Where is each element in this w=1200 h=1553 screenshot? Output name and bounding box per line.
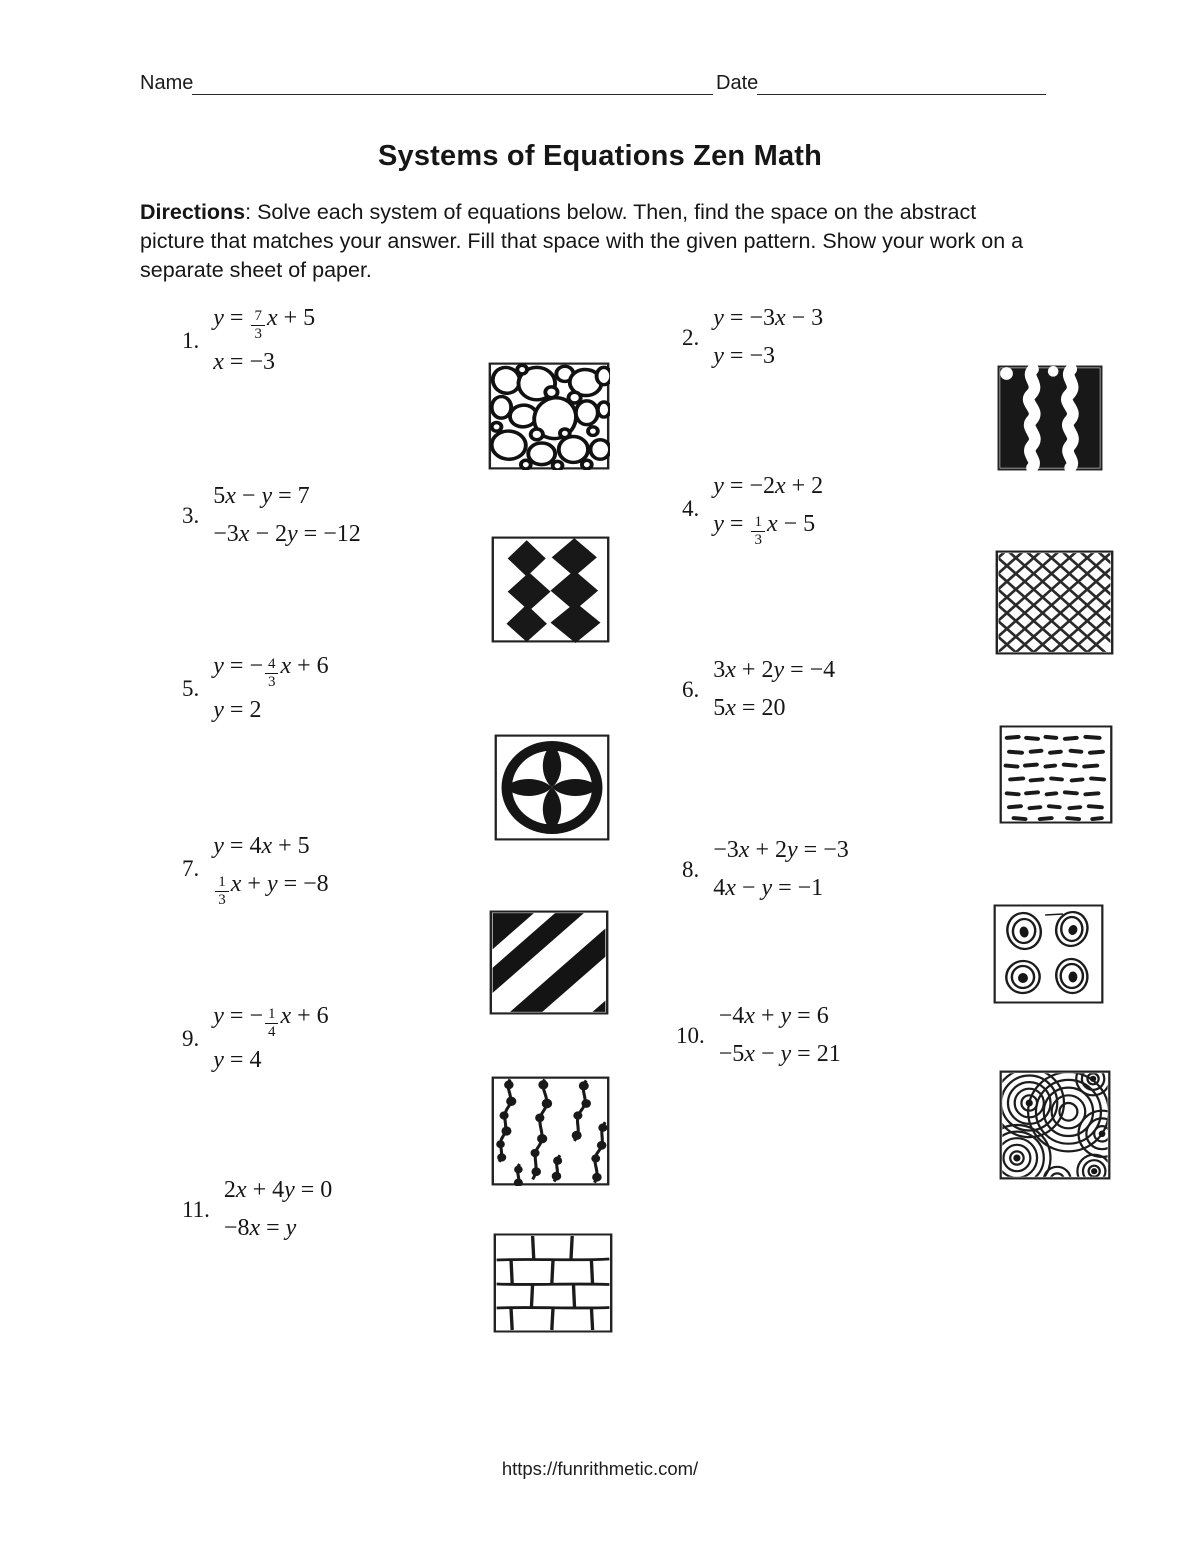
problem-4-equation-2: y = $\frac{1}{3}$ x − 5	[713, 510, 816, 548]
problem-4	[682, 468, 823, 550]
pattern-concentric-arcs-icon	[999, 1070, 1111, 1180]
problem-7-number: 7.	[182, 855, 200, 881]
problem-6-equation-1: 3x + 2y = −4	[713, 657, 836, 683]
date-blank-line	[757, 70, 1046, 95]
problem-11-number: 11.	[182, 1196, 210, 1222]
problem-8-equation-2: 4x − y = −1	[713, 874, 824, 901]
problem-1	[182, 300, 315, 382]
pattern-black-diamonds-icon	[491, 536, 610, 643]
problem-9-number: 9.	[182, 1025, 200, 1051]
name-label: Name	[140, 72, 194, 94]
problem-1-number: 1.	[182, 327, 200, 353]
name-blank-line	[192, 70, 713, 95]
pattern-bricks-icon	[493, 1233, 613, 1333]
problem-5-equation-2: y = 2	[213, 697, 262, 724]
problem-3-number: 3.	[182, 502, 200, 528]
problem-11	[182, 1172, 332, 1247]
problem-5-equation-1: y = − $\frac{4}{3}$ x + 6	[213, 653, 329, 691]
problem-8	[682, 832, 849, 907]
problem-2-number: 2.	[682, 324, 700, 350]
pattern-pebbles-icon	[488, 362, 610, 470]
problem-9-equation-2: y = 4	[213, 1047, 262, 1074]
problem-8-equation-1: −3x + 2y = −3	[713, 837, 849, 863]
pattern-spiral-eyes-icon	[993, 904, 1104, 1004]
pattern-diagonal-stripes-icon	[489, 910, 609, 1015]
problem-10-number: 10.	[676, 1022, 705, 1048]
pattern-crosshatch-icon	[995, 550, 1114, 655]
directions-paragraph	[140, 198, 1045, 284]
problem-2-equation-1: y = −3x − 3	[713, 305, 824, 331]
problem-1-equation-1: y = $\frac{7}{3}$ x + 5	[213, 305, 316, 343]
problem-3-equation-1: 5x − y = 7	[213, 483, 310, 509]
date-label: Date	[716, 72, 759, 94]
problem-5	[182, 648, 329, 730]
problem-3-equation-2: −3x − 2y = −12	[213, 520, 361, 547]
problem-3	[182, 478, 361, 553]
problem-10-equation-1: −4x + y = 6	[718, 1003, 829, 1029]
problem-2	[682, 300, 823, 375]
problem-1-equation-2: x = −3	[213, 349, 275, 376]
page-title: Systems of Equations Zen Math	[377, 140, 823, 172]
problem-11-equation-1: 2x + 4y = 0	[223, 1177, 333, 1203]
problem-11-equation-2: −8x = y	[223, 1214, 297, 1241]
footer-url: https://funrithmetic.com/	[501, 1458, 699, 1479]
directions-label: Directions	[140, 200, 246, 224]
problem-2-equation-2: y = −3	[713, 342, 775, 369]
pattern-petal-circle-icon	[494, 734, 610, 841]
problem-6-equation-2: 5x = 20	[713, 694, 786, 721]
pattern-dashes-icon	[999, 725, 1113, 824]
problem-10-equation-2: −5x − y = 21	[718, 1040, 841, 1067]
problem-6	[682, 652, 835, 727]
problem-4-equation-1: y = −2x + 2	[713, 473, 824, 499]
problem-9-equation-1: y = − $\frac{1}{4}$ x + 6	[213, 1003, 329, 1041]
problem-4-number: 4.	[682, 495, 700, 521]
directions-text: : Solve each system of equations below. Then, find the space on the abstract picture that matches your answer. Fill that space with the given pattern. Show your work on a separate sheet of paper.	[140, 200, 1024, 282]
problem-7-equation-1: y = 4x + 5	[213, 833, 310, 859]
problem-5-number: 5.	[182, 675, 200, 701]
problem-9	[182, 998, 329, 1080]
problem-7	[182, 828, 329, 910]
problem-6-number: 6.	[682, 676, 700, 702]
pattern-beaded-vines-icon	[491, 1076, 610, 1186]
problem-8-number: 8.	[682, 856, 700, 882]
problem-10	[676, 998, 841, 1073]
pattern-dark-zigzag-icon	[997, 365, 1103, 471]
problem-7-equation-2: $\frac{1}{3}$ x + y = −8	[213, 866, 328, 910]
